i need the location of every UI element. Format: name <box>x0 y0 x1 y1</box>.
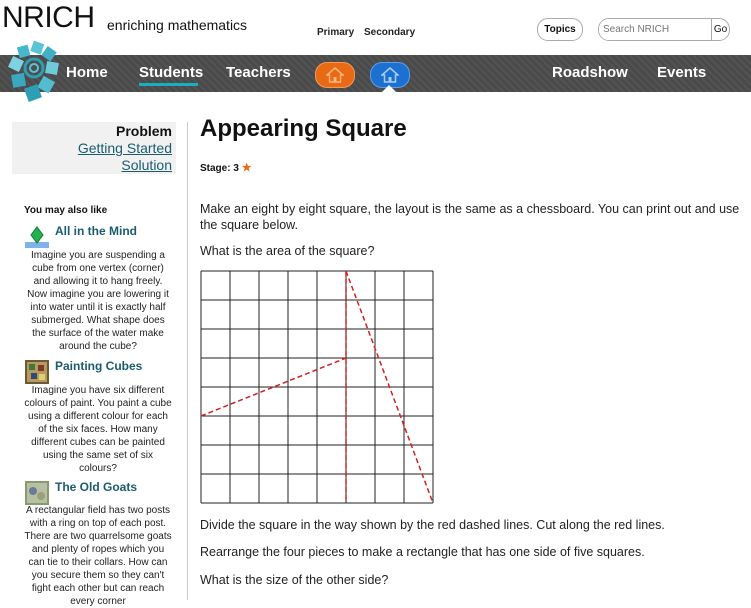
related-description: Imagine you have six different colours of paint. You paint a cube using a different colour for each of the six faces. How many different cubes can be painted using the same set of six colours? <box>24 385 172 474</box>
search-form <box>598 18 730 41</box>
related-description: A rectangular field has two posts with a ring on top of each post. There are two quarrelsome goats and plenty of ropes which you can tie to their collars. How can you secure them so they can't fight each other but can reach every corner <box>24 505 172 607</box>
eight-by-eight-grid <box>200 270 434 504</box>
nav-roadshow[interactable]: Roadshow <box>552 64 628 81</box>
nav-teachers[interactable]: Teachers <box>226 64 291 81</box>
related-title-painting-cubes[interactable]: Painting Cubes <box>55 359 143 373</box>
topics-button[interactable]: Topics <box>537 18 583 41</box>
nav-home[interactable]: Home <box>66 64 108 81</box>
you-may-also-like-heading: You may also like <box>24 205 108 216</box>
column-divider <box>187 122 188 600</box>
area-question: What is the area of the square? <box>200 244 375 258</box>
getting-started-link[interactable]: Getting Started <box>77 140 172 156</box>
nav-events[interactable]: Events <box>657 64 707 81</box>
related-description: Imagine you are suspending a cube from one vertex (corner) and allowing it to hang freely. Now imagine you are lowering it into water until it is exactly half submerged. What shape does the surface of the water make around the cube? <box>27 250 169 352</box>
home-icon <box>326 67 344 83</box>
intro-paragraph: Make an eight by eight square, the layout is the same as a chessboard. You can print out and use the square below. <box>200 202 740 232</box>
site-tagline: enriching mathematics <box>107 17 248 33</box>
nav-students[interactable]: Students <box>139 64 204 81</box>
related-title-all-in-the-mind[interactable]: All in the Mind <box>55 224 137 238</box>
related-title-the-old-goats[interactable]: The Old Goats <box>55 480 138 494</box>
divide-instruction: Divide the square in the way shown by the red dashed lines. Cut along the red lines. <box>200 518 665 532</box>
solution-link[interactable]: Solution <box>121 157 172 173</box>
home-icon <box>381 67 399 83</box>
active-hub-pointer <box>382 85 396 92</box>
page-title: Appearing Square <box>200 115 407 142</box>
cube-in-water-icon[interactable] <box>25 224 49 248</box>
secondary-hub-label: Secondary <box>364 27 416 38</box>
stage-text: Stage: 3 <box>200 163 239 174</box>
panel-title: Problem <box>115 123 172 139</box>
other-side-question: What is the size of the other side? <box>200 573 389 587</box>
search-input[interactable] <box>599 19 711 40</box>
primary-hub-button[interactable] <box>315 62 355 88</box>
rearrange-instruction: Rearrange the four pieces to make a rectangle that has one side of five squares. <box>200 545 645 559</box>
painted-cubes-icon[interactable] <box>25 360 49 384</box>
nrich-logo-icon[interactable] <box>6 40 60 110</box>
star-icon: ★ <box>241 162 252 174</box>
nav-active-indicator <box>139 83 198 86</box>
site-logo-text[interactable]: NRICH <box>2 1 95 34</box>
problem-panel <box>12 122 176 174</box>
goats-field-icon[interactable] <box>25 481 49 505</box>
search-go-button[interactable]: Go <box>711 19 729 40</box>
primary-hub-label: Primary <box>317 27 355 38</box>
stage-label <box>200 161 252 174</box>
